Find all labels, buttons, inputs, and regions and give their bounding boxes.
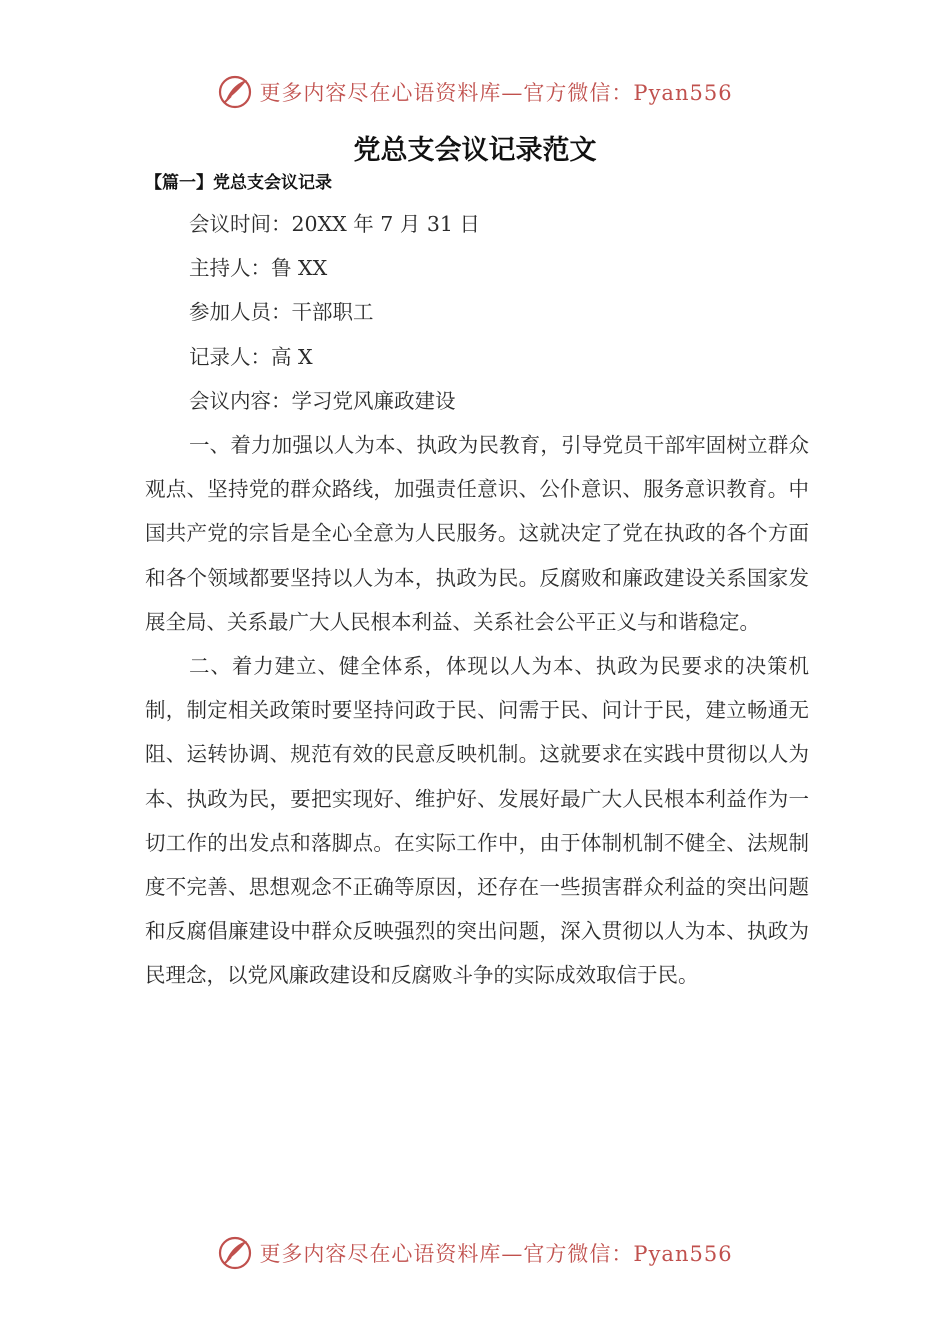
paragraph: 一、着力加强以人为本、执政为民教育，引导党员干部牢固树立群众观点、坚持党的群众路线，加强责任意识、公仆意识、服务意识教育。中国共产党的宗旨是全心全意为人民服务。这就决定了党在执政的各个方面和各个领域都要坚持以人为本，执政为民。反腐败和廉政建设关系国家发展全局、关系最广大人民根本利益、关系社会公平正义与和谐稳定。 <box>145 433 809 634</box>
section-heading: 【篇一】党总支会议记录 <box>145 173 332 193</box>
quill-logo-icon <box>217 74 253 110</box>
paragraph: 二、着力建立、健全体系，体现以人为本、执政为民要求的决策机制，制定相关政策时要坚持问政于民、问需于民、问计于民，建立畅通无阻、运转协调、规范有效的民意反映机制。这就要求在实践中贯彻以人为本、执政为民，要把实现好、维护好、发展好最广大人民根本利益作为一切工作的出发点和落脚点。在实际工作中，由于体制机制不健全、法规制度不完善、思想观念不正确等原因，还存在一些损害群众利益的突出问题和反腐倡廉建设中群众反映强烈的突出问题，深入贯彻以人为本、执政为民理念，以党风廉政建设和反腐败斗争的实际成效取信于民。 <box>145 654 809 988</box>
document-body <box>145 202 809 998</box>
meta-line-topic: 会议内容：学习党风廉政建设 <box>189 388 456 413</box>
header-watermark-banner <box>0 72 950 112</box>
banner-text: 更多内容尽在心语资料库—官方微信：Pyan556 <box>259 81 733 105</box>
meta-line-recorder: 记录人：高 X <box>189 344 313 369</box>
quill-logo-icon <box>217 1235 253 1271</box>
meta-line-attendees: 参加人员：干部职工 <box>189 300 374 325</box>
banner-text: 更多内容尽在心语资料库—官方微信：Pyan556 <box>259 1242 733 1266</box>
footer-watermark-banner <box>0 1233 950 1273</box>
meta-line-host: 主持人：鲁 XX <box>189 256 328 281</box>
meta-line-time: 会议时间：20XX 年 7 月 31 日 <box>189 212 480 236</box>
document-title: 党总支会议记录范文 <box>353 135 597 166</box>
